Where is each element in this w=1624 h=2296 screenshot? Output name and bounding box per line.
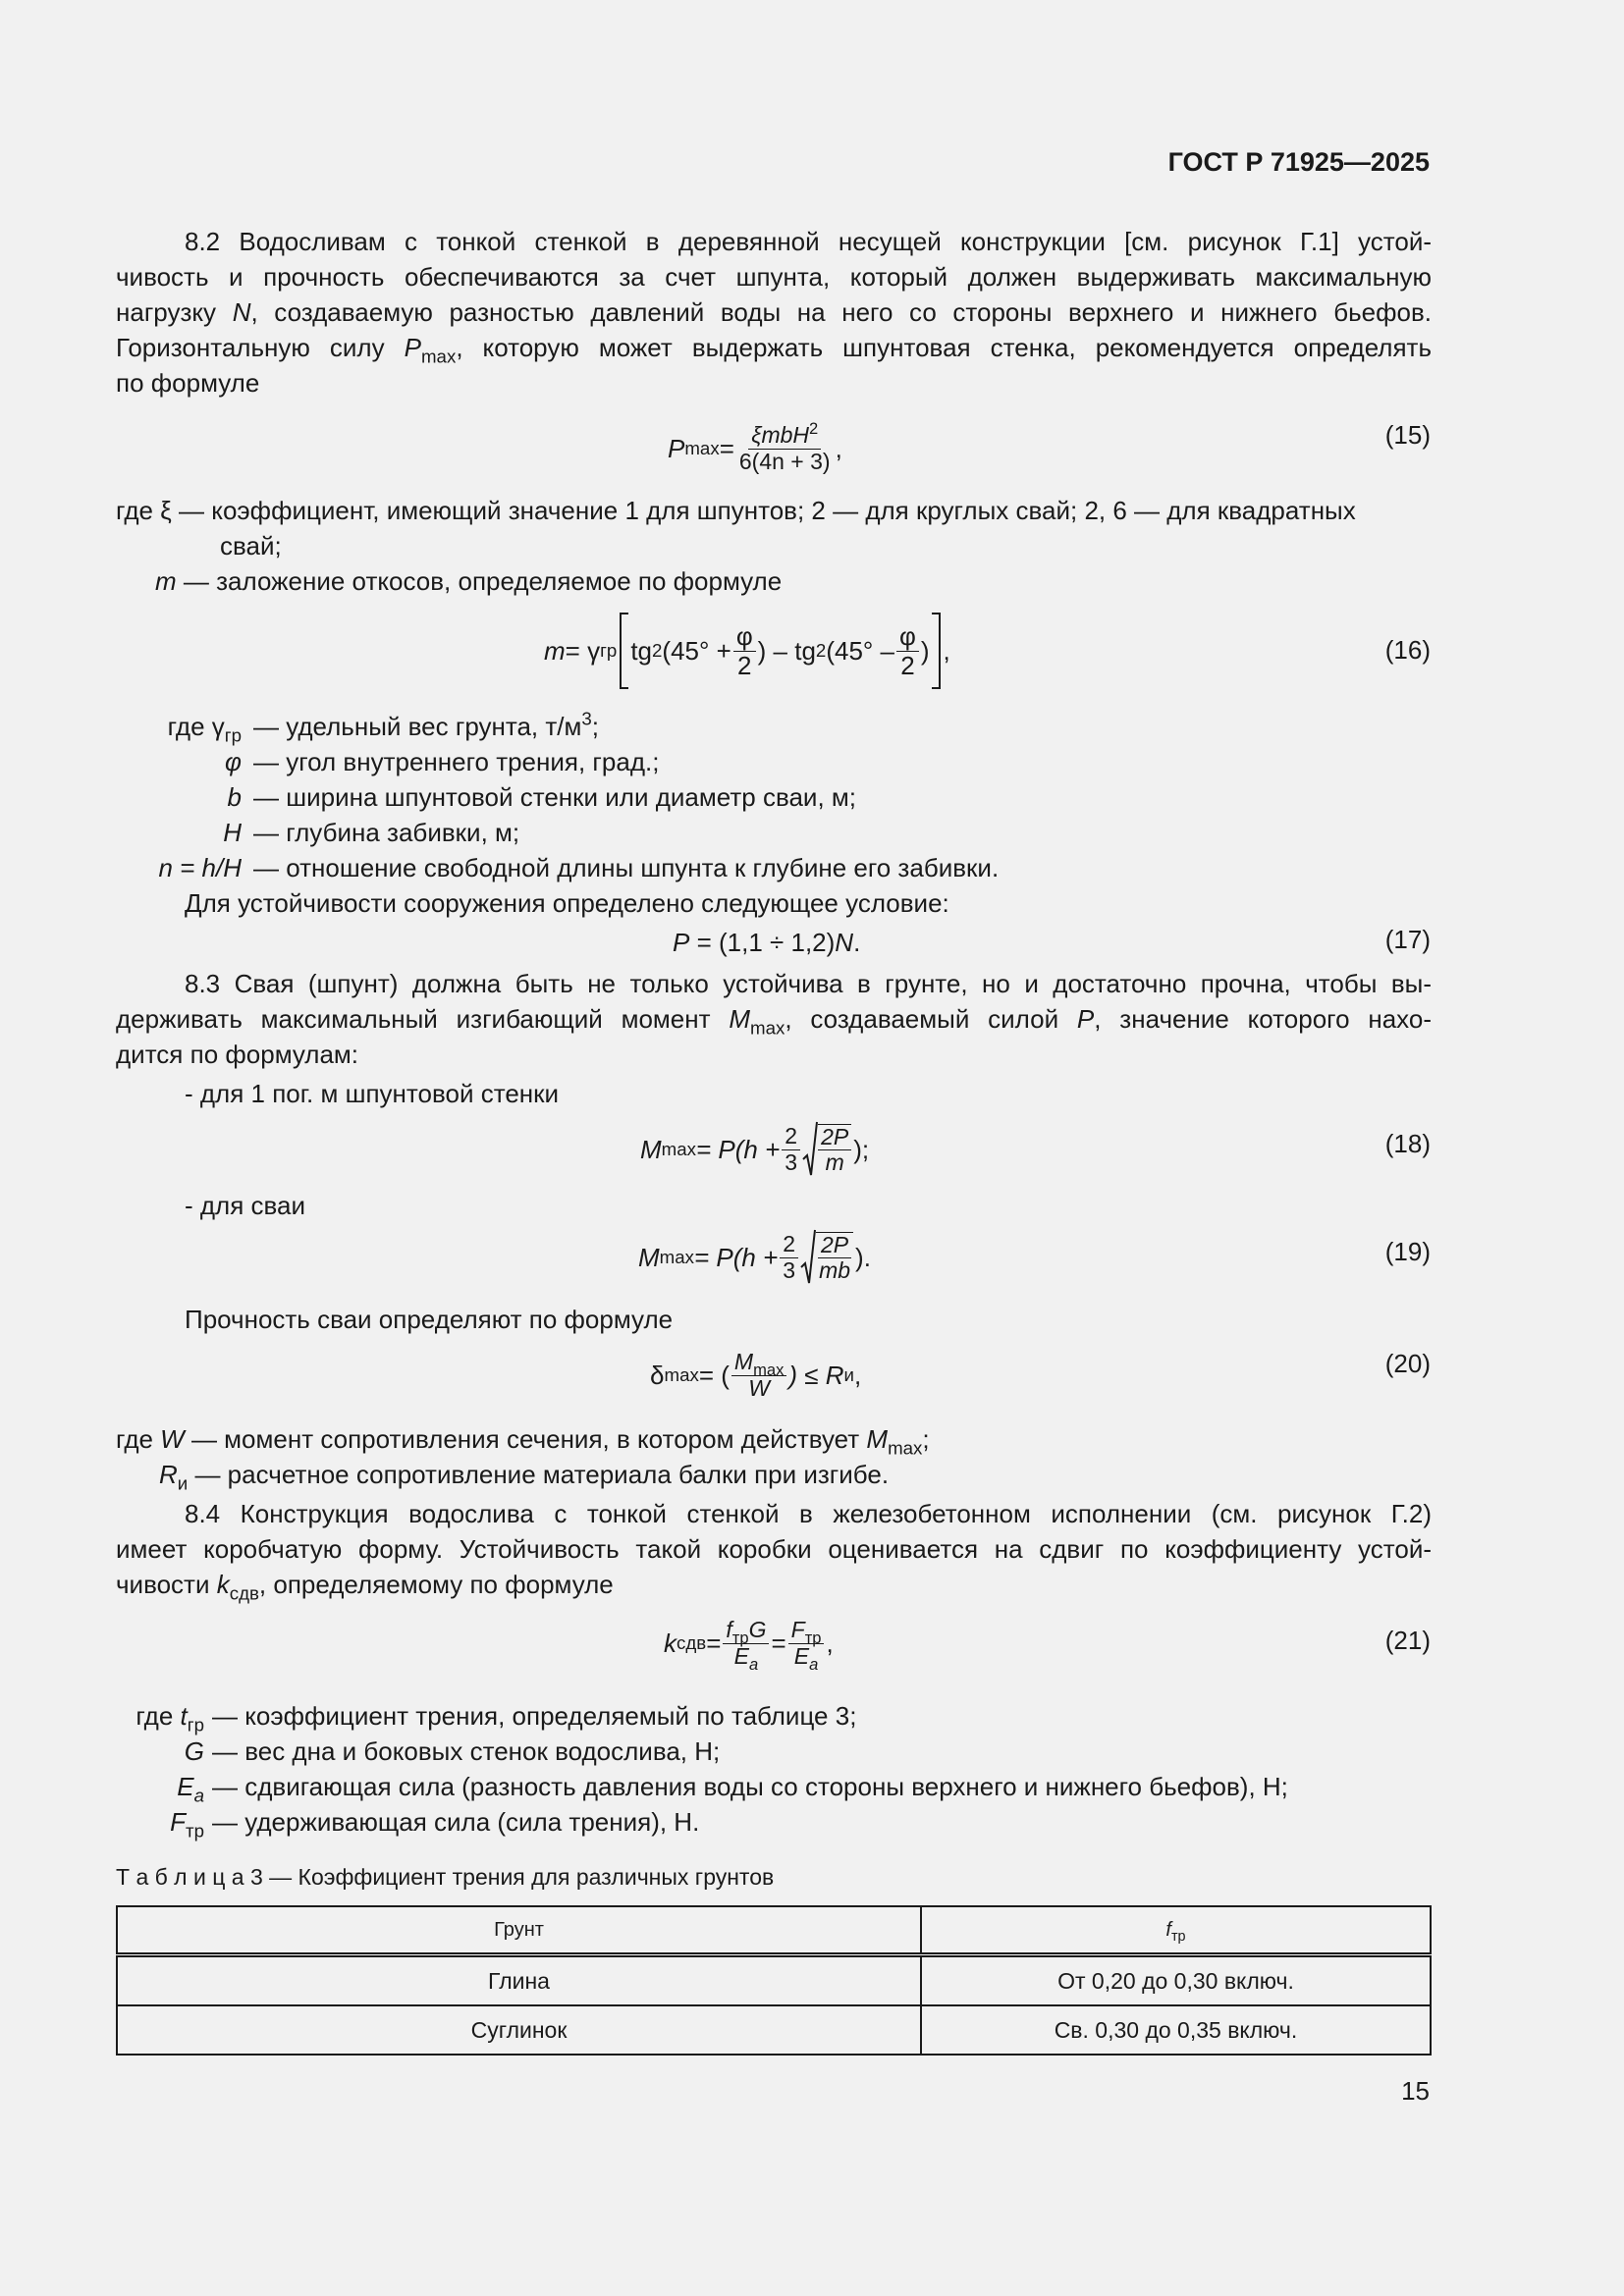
p84-line-1: 8.4 Конструкция водослива с тонкой стенкой в железобетонном исполнении (см. рисунок Г.2) (185, 1499, 1432, 1528)
formula-21: k сдв = $\frac{f_{тр}G}{E_a}$ = $\frac{F_{тр}}{E_a}$ , (664, 1617, 834, 1674)
def21-txt-4: — удерживающая сила (сила трения), Н. (212, 1807, 700, 1837)
formula-17: P = (1,1 ÷ 1,2)N. (673, 928, 861, 957)
table-header-row (117, 1906, 1431, 1955)
bullet-sheet-pile: - для 1 пог. м шпунтовой стенки (185, 1079, 560, 1108)
sqrt-icon (802, 1120, 818, 1179)
formula-number-15: (15) (1384, 420, 1431, 450)
right-bracket-icon (930, 612, 944, 690)
formula-16: m = γ гр tg 2 (45° + $\frac{\varphi}{2}$ ) – tg 2 (45° – $\frac{\varphi}{2}$ ) , (544, 607, 950, 695)
p82-line-2: чивость и прочность обеспечиваются за счет шпунта, который должен выдерживать максимальную (116, 262, 1432, 292)
def20-row-1: где W — момент сопротивления сечения, в котором действует $M_{max}$; (116, 1424, 930, 1459)
def21-txt-1: — коэффициент трения, определяемый по таблице 3; (212, 1701, 857, 1731)
def16-txt-5: — отношение свободной длины шпунта к глубине его забивки. (253, 853, 1000, 882)
def16-txt-1: — удельный вес грунта, $т/м^3$; (253, 708, 600, 741)
formula-number-18: (18) (1384, 1129, 1431, 1158)
sqrt-icon (800, 1228, 816, 1287)
formula-20: δ max = ( $\frac{M_{max}}{W}$ ) ≤ R и , (650, 1349, 862, 1401)
def21-sym-1: где $t_{гр}$ (135, 1701, 204, 1735)
def16-txt-4: — глубина забивки, м; (253, 818, 520, 847)
p82-line-5: по формуле (116, 368, 260, 398)
stability-condition-text: Для устойчивости сооружения определено следующее условие: (185, 888, 949, 918)
value-cell: Св. 0,30 до 0,35 включ. (921, 2005, 1431, 2055)
column-header-soil: Грунт (117, 1906, 921, 1955)
def15-row-2: m — заложение откосов, определяемое по формуле (155, 566, 783, 596)
def16-sym-4: H (223, 818, 242, 847)
value-cell: От 0,20 до 0,30 включ. (921, 1955, 1431, 2006)
p84-line-2: имеет коробчатую форму. Устойчивость такой коробки оценивается на сдвиг по коэффициенту устой- (116, 1534, 1432, 1564)
bullet-pile: - для сваи (185, 1191, 306, 1220)
def21-txt-3: — сдвигающая сила (разность давления воды со стороны верхнего и нижнего бьефов), Н; (212, 1772, 1288, 1801)
def15-row-1: где ξ — коэффициент, имеющий значение 1 для шпунтов; 2 — для круглых свай; 2, 6 — для квадратных (116, 496, 1356, 525)
def16-sym-2: φ (225, 747, 242, 776)
def21-sym-4: $F_{тр}$ (170, 1807, 204, 1842)
friction-coefficient-table (116, 1905, 1432, 2056)
p82-line-1: 8.2 Водосливам с тонкой стенкой в деревянной несущей конструкции [см. рисунок Г.1] устой- (185, 227, 1432, 256)
soil-cell: Глина (117, 1955, 921, 2006)
def16-txt-3: — ширина шпунтовой стенки или диаметр сваи, м; (253, 782, 856, 812)
def16-txt-2: — угол внутреннего трения, град.; (253, 747, 660, 776)
def21-txt-2: — вес дна и боковых стенок водослива, Н; (212, 1736, 721, 1766)
column-header-ftr: $f_{тр}$ (921, 1906, 1431, 1955)
def16-sym-3: b (227, 782, 242, 812)
left-bracket-icon (617, 612, 630, 690)
p83-line-3: дится по формулам: (116, 1040, 359, 1069)
def21-sym-3: $E_a$ (177, 1772, 204, 1806)
formula-number-20: (20) (1384, 1349, 1431, 1378)
formula-15: P max = $\frac{\xi mbH^2}{6(4n + 3)}$ , (668, 419, 842, 474)
document-code: ГОСТ Р 71925—2025 (1167, 147, 1430, 177)
page-number: 15 (1401, 2076, 1430, 2106)
table-row (117, 2005, 1431, 2055)
table-row (117, 1955, 1431, 2006)
formula-number-16: (16) (1384, 635, 1431, 665)
strength-text: Прочность сваи определяют по формуле (185, 1305, 674, 1334)
formula-18: M max = P(h + $\frac{2}{3}$ $\frac{2P}{m}$ ); (640, 1115, 869, 1184)
formula-number-21: (21) (1384, 1626, 1431, 1655)
def16-sym-1: где $\gamma_{гр}$ (167, 712, 242, 746)
table-caption: Т а б л и ц а 3 — Коэффициент трения для различных грунтов (116, 1864, 775, 1890)
def21-sym-2: G (184, 1736, 204, 1766)
formula-number-19: (19) (1384, 1237, 1431, 1266)
def16-sym-5: n = h/H (158, 853, 242, 882)
p84-line-3: чивости $k_{сдв}$, определяемому по формуле (116, 1570, 614, 1604)
p83-line-2: держивать максимальный изгибающий момент $M_{max}$, создаваемый силой P, значение которого нахо- (116, 1004, 1432, 1039)
p83-line-1: 8.3 Свая (шпунт) должна быть не только устойчива в грунте, но и достаточно прочна, чтобы вы- (185, 969, 1432, 998)
formula-number-17: (17) (1384, 925, 1431, 954)
def15-row-1-cont: свай; (220, 531, 282, 561)
p82-line-3: нагрузку N, создаваемую разностью давлений воды на него со стороны верхнего и нижнего бьефов. (116, 297, 1433, 327)
p82-line-4: Горизонтальную силу $P_{max}$, которую может выдержать шпунтовая стенка, рекомендуется определять (116, 333, 1433, 367)
soil-cell: Суглинок (117, 2005, 921, 2055)
formula-19: M max = P(h + $\frac{2}{3}$ $\frac{2P}{mb}$ ). (638, 1223, 871, 1292)
def20-row-2: $R_и$ — расчетное сопротивление материала балки при изгибе. (159, 1460, 890, 1494)
